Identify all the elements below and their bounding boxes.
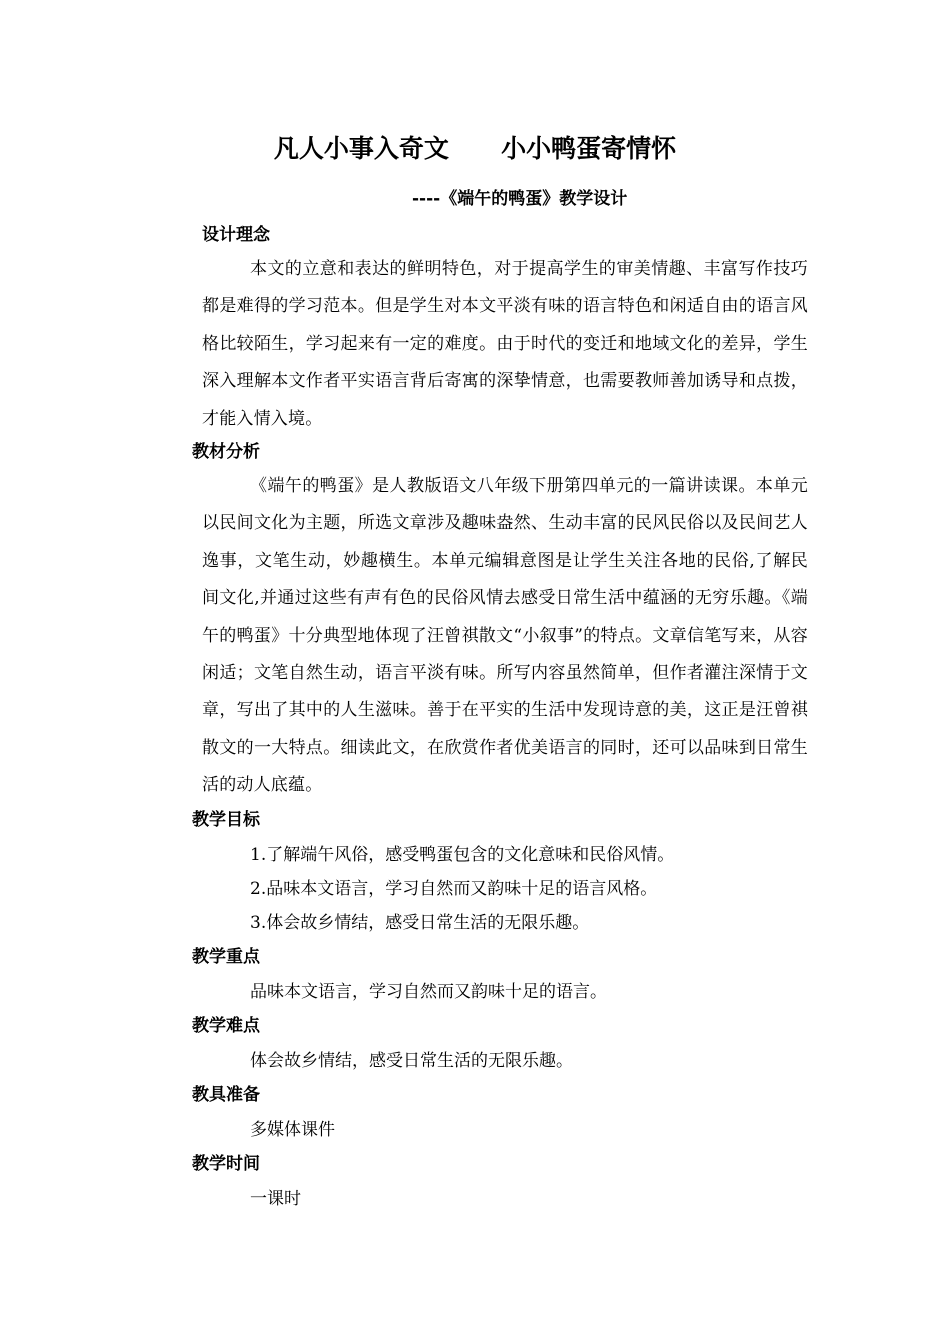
- heading-materials: 教具准备: [192, 1085, 260, 1105]
- time-text: 一课时: [250, 1189, 301, 1209]
- objective-item-3: 3.体会故乡情结，感受日常生活的无限乐趣。: [250, 913, 590, 933]
- objective-item-1: 1.了解端午风俗，感受鸭蛋包含的文化意味和民俗风情。: [250, 845, 675, 865]
- document-title: 凡人小事入奇文 小小鸭蛋寄情怀: [273, 134, 677, 163]
- heading-difficulties: 教学难点: [192, 1016, 260, 1036]
- heading-objectives: 教学目标: [192, 810, 260, 830]
- materials-text: 多媒体课件: [250, 1120, 335, 1140]
- key-points-text: 品味本文语言，学习自然而又韵味十足的语言。: [250, 982, 607, 1002]
- heading-design-concept: 设计理念: [202, 225, 270, 245]
- paragraph-material-analysis: 《端午的鸭蛋》是人教版语文八年级下册第四单元的一篇讲读课。本单元以民间文化为主题，所选文章涉及趣味盎然、生动丰富的民风民俗以及民间艺人逸事，文笔生动，妙趣横生。本单元编辑意图是让学生关注各地的民俗,了解民间文化,并通过这些有声有色的民俗风情去感受日常生活中蕴涵的无穷乐趣。《端午的鸭蛋》十分典型地体现了汪曾祺散文“小叙事”的特点。文章信笔写来，从容闲适；文笔自然生动，语言平淡有味。所写内容虽然简单，但作者灌注深情于文章，写出了其中的人生滋味。善于在平实的生活中发现诗意的美，这正是汪曾祺散文的一大特点。细读此文，在欣赏作者优美语言的同时，还可以品味到日常生活的动人底蕴。: [202, 476, 808, 796]
- paragraph-design-concept: 本文的立意和表达的鲜明特色，对于提高学生的审美情趣、丰富写作技巧都是难得的学习范本。但是学生对本文平淡有味的语言特色和闲适自由的语言风格比较陌生，学习起来有一定的难度。由于时代的变迁和地域文化的差异，学生深入理解本文作者平实语言背后寄寓的深挚情意，也需要教师善加诱导和点拨，才能入情入境。: [202, 259, 808, 429]
- heading-material-analysis: 教材分析: [192, 442, 260, 462]
- objective-item-2: 2.品味本文语言，学习自然而又韵味十足的语言风格。: [250, 879, 658, 899]
- heading-key-points: 教学重点: [192, 947, 260, 967]
- heading-time: 教学时间: [192, 1154, 260, 1174]
- document-subtitle: ----《端午的鸭蛋》教学设计: [412, 189, 628, 209]
- difficulties-text: 体会故乡情结，感受日常生活的无限乐趣。: [250, 1051, 573, 1071]
